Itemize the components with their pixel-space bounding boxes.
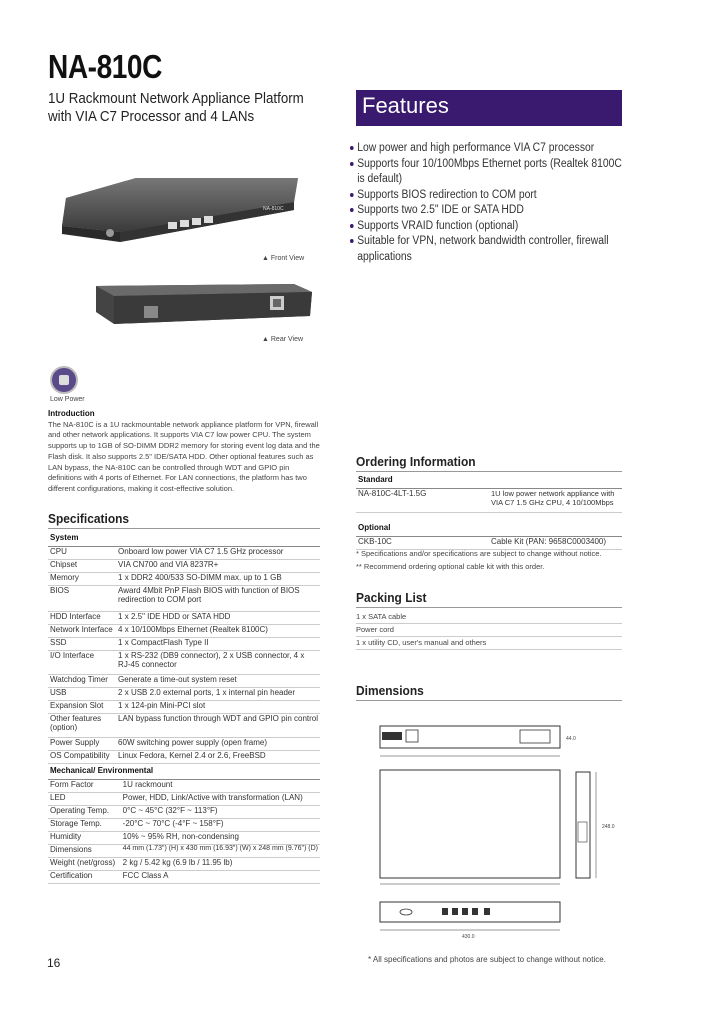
feature-item: Supports two 2.5" IDE or SATA HDD bbox=[350, 203, 629, 219]
table-row: SSD 1 x CompactFlash Type II bbox=[48, 637, 320, 650]
table-row: Certification FCC Class A bbox=[48, 870, 320, 883]
subtitle-line-2: with VIA C7 Processor and 4 LANs bbox=[48, 109, 255, 125]
mechanical-label: Mechanical/ Environmental bbox=[48, 766, 320, 779]
height-dimension-label: 44.0 bbox=[566, 736, 576, 742]
table-row: Weight (net/gross) 2 kg / 5.42 kg (6.9 lb / 11.95 lb) bbox=[48, 857, 320, 870]
dimensions-rule bbox=[356, 700, 622, 701]
table-row: Power Supply 60W switching power supply (open frame) bbox=[48, 737, 320, 750]
table-row: Humidity 10% ~ 95% RH, non-condensing bbox=[48, 831, 320, 844]
standard-label: Standard bbox=[356, 475, 622, 488]
page-number: 16 bbox=[47, 956, 61, 970]
front-view-image bbox=[58, 176, 308, 256]
product-subtitle bbox=[48, 90, 304, 126]
low-power-caption: Low Power bbox=[50, 396, 85, 403]
table-row: Expansion Slot 1 x 124-pin Mini-PCI slot bbox=[48, 700, 320, 713]
table-row: Dimensions 44 mm (1.73") (H) x 430 mm (16.93") (W) x 248 mm (9.76") (D) bbox=[48, 844, 320, 857]
introduction-text: The NA-810C is a 1U rackmountable network appliance platform for VPN, firewall and other network applications. It supports VIA C7 low power CPU. The system supports up to 1GB of SO-DIMM DDR2 memory for storing event log data and the Flash disk. It also supports 2.5" IDE/SATA HDD. Other optional features such as LAN bypass, the NA-810C can be controlled through WDT and GPIO pin definitions with 4 ports of Ethernet. For LAN connections, the platform has two different configurations, making it cost-effective solution. bbox=[48, 419, 320, 493]
front-panel-label: NA-810C bbox=[263, 206, 284, 212]
ordering-rule bbox=[356, 471, 622, 472]
footnote: * All specifications and photos are subject to change without notice. bbox=[368, 955, 606, 964]
subtitle-line-1: 1U Rackmount Network Appliance Platform bbox=[48, 91, 304, 107]
table-row: CPU Onboard low power VIA C7 1.5 GHz processor bbox=[48, 546, 320, 559]
dimensions-heading: Dimensions bbox=[356, 683, 424, 698]
table-row: LED Power, HDD, Link/Active with transformation (LAN) bbox=[48, 792, 320, 805]
features-heading: Features bbox=[356, 90, 622, 126]
feature-item: Suitable for VPN, network bandwidth controller, firewall applications bbox=[350, 234, 629, 265]
depth-dimension-label: 248.0 bbox=[602, 824, 615, 830]
mechanical-spec-table bbox=[48, 766, 320, 884]
system-spec-table bbox=[48, 533, 320, 764]
features-list bbox=[350, 141, 630, 265]
table-row: OS Compatibility Linux Fedora, Kernel 2.4 or 2.6, FreeBSD bbox=[48, 750, 320, 763]
table-row: CKB-10C Cable Kit (PAN: 9658C0003400) bbox=[356, 536, 622, 549]
specifications-heading: Specifications bbox=[48, 511, 130, 526]
table-row: NA-810C-4LT-1.5G 1U low power network appliance with VIA C7 1.5 GHz CPU, 4 10/100Mbps bbox=[356, 488, 622, 512]
dimensions-drawing bbox=[370, 716, 620, 946]
ordering-heading: Ordering Information bbox=[356, 454, 476, 469]
introduction bbox=[48, 409, 320, 495]
packing-item: 1 x utility CD, user's manual and others bbox=[356, 637, 622, 650]
table-row: HDD Interface 1 x 2.5" IDE HDD or SATA HDD bbox=[48, 611, 320, 624]
feature-item: Supports four 10/100Mbps Ethernet ports (Realtek 8100C is default) bbox=[350, 157, 629, 188]
table-row: Watchdog Timer Generate a time-out system reset bbox=[48, 674, 320, 687]
table-row: Chipset VIA CN700 and VIA 8237R+ bbox=[48, 559, 320, 572]
table-row: BIOS Award 4Mbit PnP Flash BIOS with function of BIOS redirection to COM port bbox=[48, 585, 320, 611]
front-view-caption: ▲ Front View bbox=[262, 255, 305, 262]
packing-item: Power cord bbox=[356, 624, 622, 637]
table-row: I/O Interface 1 x RS-232 (DB9 connector), 2 x USB connector, 4 x RJ-45 connector bbox=[48, 650, 320, 674]
specifications-rule bbox=[48, 528, 320, 529]
table-row: USB 2 x USB 2.0 external ports, 1 x internal pin header bbox=[48, 687, 320, 700]
introduction-heading: Introduction bbox=[48, 409, 95, 418]
packing-list bbox=[356, 611, 622, 650]
table-row: Operating Temp. 0°C ~ 45°C (32°F ~ 113°F) bbox=[48, 805, 320, 818]
feature-item: Low power and high performance VIA C7 processor bbox=[350, 141, 629, 157]
system-label: System bbox=[48, 533, 320, 546]
width-dimension-label: 430.0 bbox=[462, 934, 475, 940]
table-row: Storage Temp. -20°C ~ 70°C (-4°F ~ 158°F) bbox=[48, 818, 320, 831]
table-row: Memory 1 x DDR2 400/533 SO-DIMM max. up to 1 GB bbox=[48, 572, 320, 585]
ordering-note-1: * Specifications and/or specifications are subject to change without notice. bbox=[356, 549, 602, 558]
product-title: NA-810C bbox=[48, 48, 162, 85]
ordering-optional-table bbox=[356, 523, 622, 550]
table-row: Other features (option) LAN bypass function through WDT and GPIO pin control bbox=[48, 713, 320, 737]
ordering-note-2: ** Recommend ordering optional cable kit with this order. bbox=[356, 562, 545, 571]
table-row: Network Interface 4 x 10/100Mbps Ethernet (Realtek 8100C) bbox=[48, 624, 320, 637]
packing-item: 1 x SATA cable bbox=[356, 611, 622, 624]
feature-item: Supports BIOS redirection to COM port bbox=[350, 188, 629, 204]
ordering-standard-table bbox=[356, 475, 622, 513]
low-power-icon bbox=[50, 366, 78, 394]
table-row: Form Factor 1U rackmount bbox=[48, 779, 320, 792]
rear-view-image bbox=[94, 282, 314, 332]
packing-rule bbox=[356, 607, 622, 608]
optional-label: Optional bbox=[356, 523, 622, 536]
rear-view-caption: ▲ Rear View bbox=[262, 336, 304, 343]
packing-heading: Packing List bbox=[356, 590, 427, 605]
feature-item: Supports VRAID function (optional) bbox=[350, 219, 629, 235]
